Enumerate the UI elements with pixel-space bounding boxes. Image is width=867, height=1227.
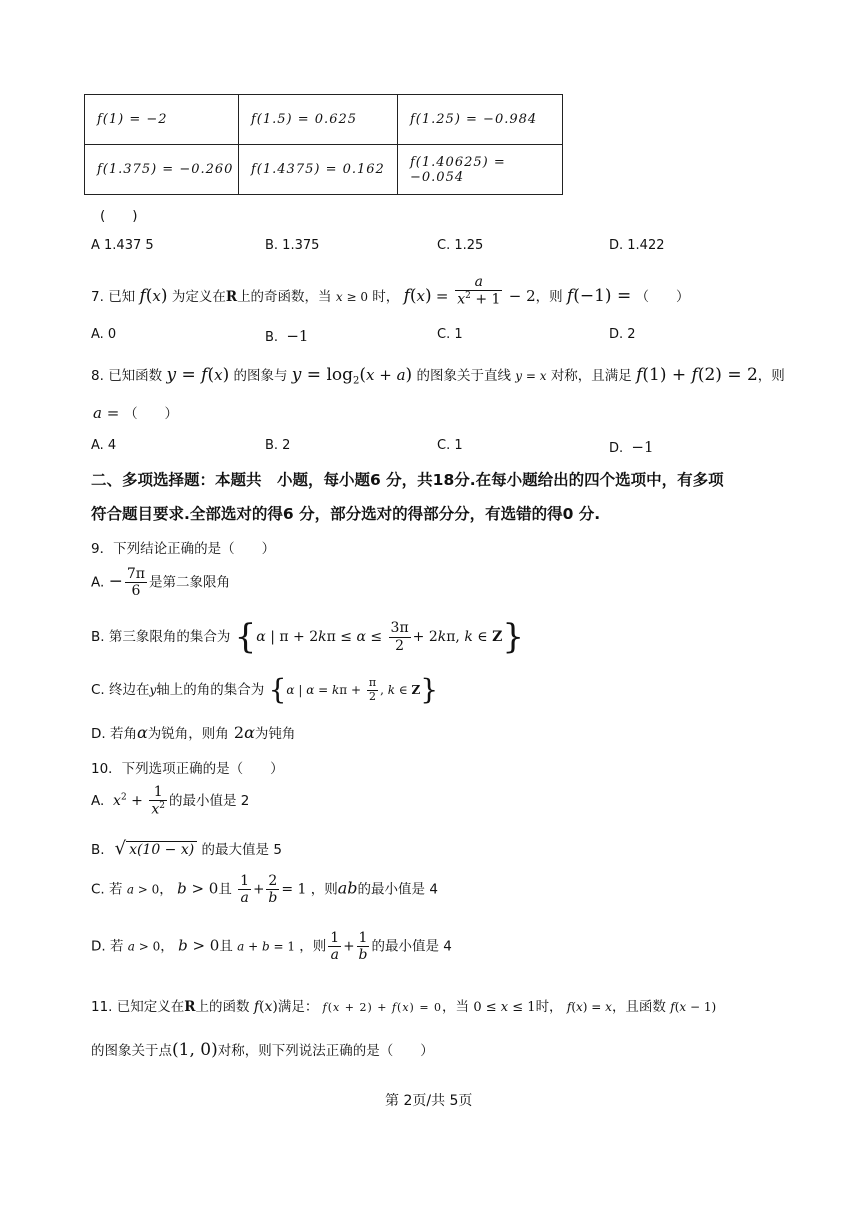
- q6-option-b: B. 1.375: [265, 238, 320, 253]
- q8-option-b: B. 2: [265, 438, 291, 453]
- table-cell: f(1.5) = 0.625: [239, 95, 398, 145]
- q7-stem: 7. 已知 f(x) 为定义在R上的奇函数，当 x ≥ 0 时， f(x) = $\frac{a}{x^2 + 1}$ − 2，则 f(−1) = （ ）: [91, 274, 690, 308]
- q7-option-b: B. −1: [265, 327, 309, 345]
- q10-option-c: C. 若 a > 0， b > 0且 $\frac{1}{a}$ + $\frac{2}{b}$ = 1 ，则ab的最小值是 4: [91, 873, 438, 907]
- q9-option-d: D. 若角α为锐角，则角 2α为钝角: [91, 723, 296, 742]
- q10-stem: 10．下列选项正确的是（ ）: [91, 761, 284, 777]
- q8-stem-line2: a = （ ）: [93, 404, 179, 422]
- section-heading-line2: 符合题目要求.全部选对的得6 分，部分选对的得部分分，有选错的得0 分.: [91, 505, 601, 523]
- q9-stem: 9．下列结论正确的是（ ）: [91, 541, 276, 557]
- q8-option-d: D. −1: [609, 438, 654, 456]
- q11-stem-line2: 的图象关于点(1, 0)对称，则下列说法正确的是（ ）: [91, 1040, 434, 1060]
- table-cell: f(1.40625) = −0.054: [398, 145, 563, 195]
- table-cell: f(1) = −2: [85, 95, 239, 145]
- q6-option-a: A 1.437 5: [91, 238, 154, 253]
- q9-option-a: A. − $\frac{7\pi}{6}$ 是第二象限角: [91, 566, 230, 600]
- q6-option-d: D. 1.422: [609, 238, 665, 253]
- table-cell: f(1.25) = −0.984: [398, 95, 563, 145]
- table-cell: f(1.4375) = 0.162: [239, 145, 398, 195]
- q8-option-c: C. 1: [437, 438, 463, 453]
- q10-option-b: B. √ x(10 − x) 的最大值是 5: [91, 838, 282, 859]
- table-row: [85, 145, 563, 195]
- q9-option-c: C. 终边在y轴上的角的集合为 {α | α = kπ + $\frac{\pi}{2}$ , k ∈ Z}: [91, 673, 439, 706]
- q6-option-c: C. 1.25: [437, 238, 484, 253]
- q7-option-d: D. 2: [609, 327, 636, 342]
- q7-option-c: C. 1: [437, 327, 463, 342]
- q9-option-b: B. 第三象限角的集合为 {α | π + 2kπ ≤ α ≤ $\frac{3\pi}{2}$ + 2kπ, k ∈ Z}: [91, 617, 524, 657]
- q10-option-a: A. $x^2$ + $\frac{1}{x^2}$ 的最小值是 2: [91, 784, 250, 818]
- function-values-table: [84, 94, 563, 195]
- q6-answer-paren: ( ): [100, 208, 138, 224]
- section-heading-line1: 二、多项选择题：本题共 小题，每小题6 分，共18分.在每小题给出的四个选项中，有多项: [91, 471, 724, 489]
- q7-option-a: A. 0: [91, 327, 117, 342]
- q8-stem-line1: 8. 已知函数 y = f(x) 的图象与 $y = \log_2(x + a)$ 的图象关于直线 y = x 对称，且满足 f(1) + f(2) = 2，则: [91, 365, 785, 387]
- q10-option-d: D. 若 a > 0， b > 0且 a + b = 1 ，则 $\frac{1}{a}$ + $\frac{1}{b}$ 的最小值是 4: [91, 930, 452, 964]
- table-cell: f(1.375) = −0.260: [85, 145, 239, 195]
- page-footer: 第 2页/共 5页: [385, 1093, 473, 1109]
- q11-stem-line1: 11. 已知定义在R上的函数 f(x)满足： f(x + 2) + f(x) = 0，当 0 ≤ x ≤ 1时， f(x) = x，且函数 f(x − 1): [91, 999, 717, 1015]
- q8-option-a: A. 4: [91, 438, 117, 453]
- table-row: [85, 95, 563, 145]
